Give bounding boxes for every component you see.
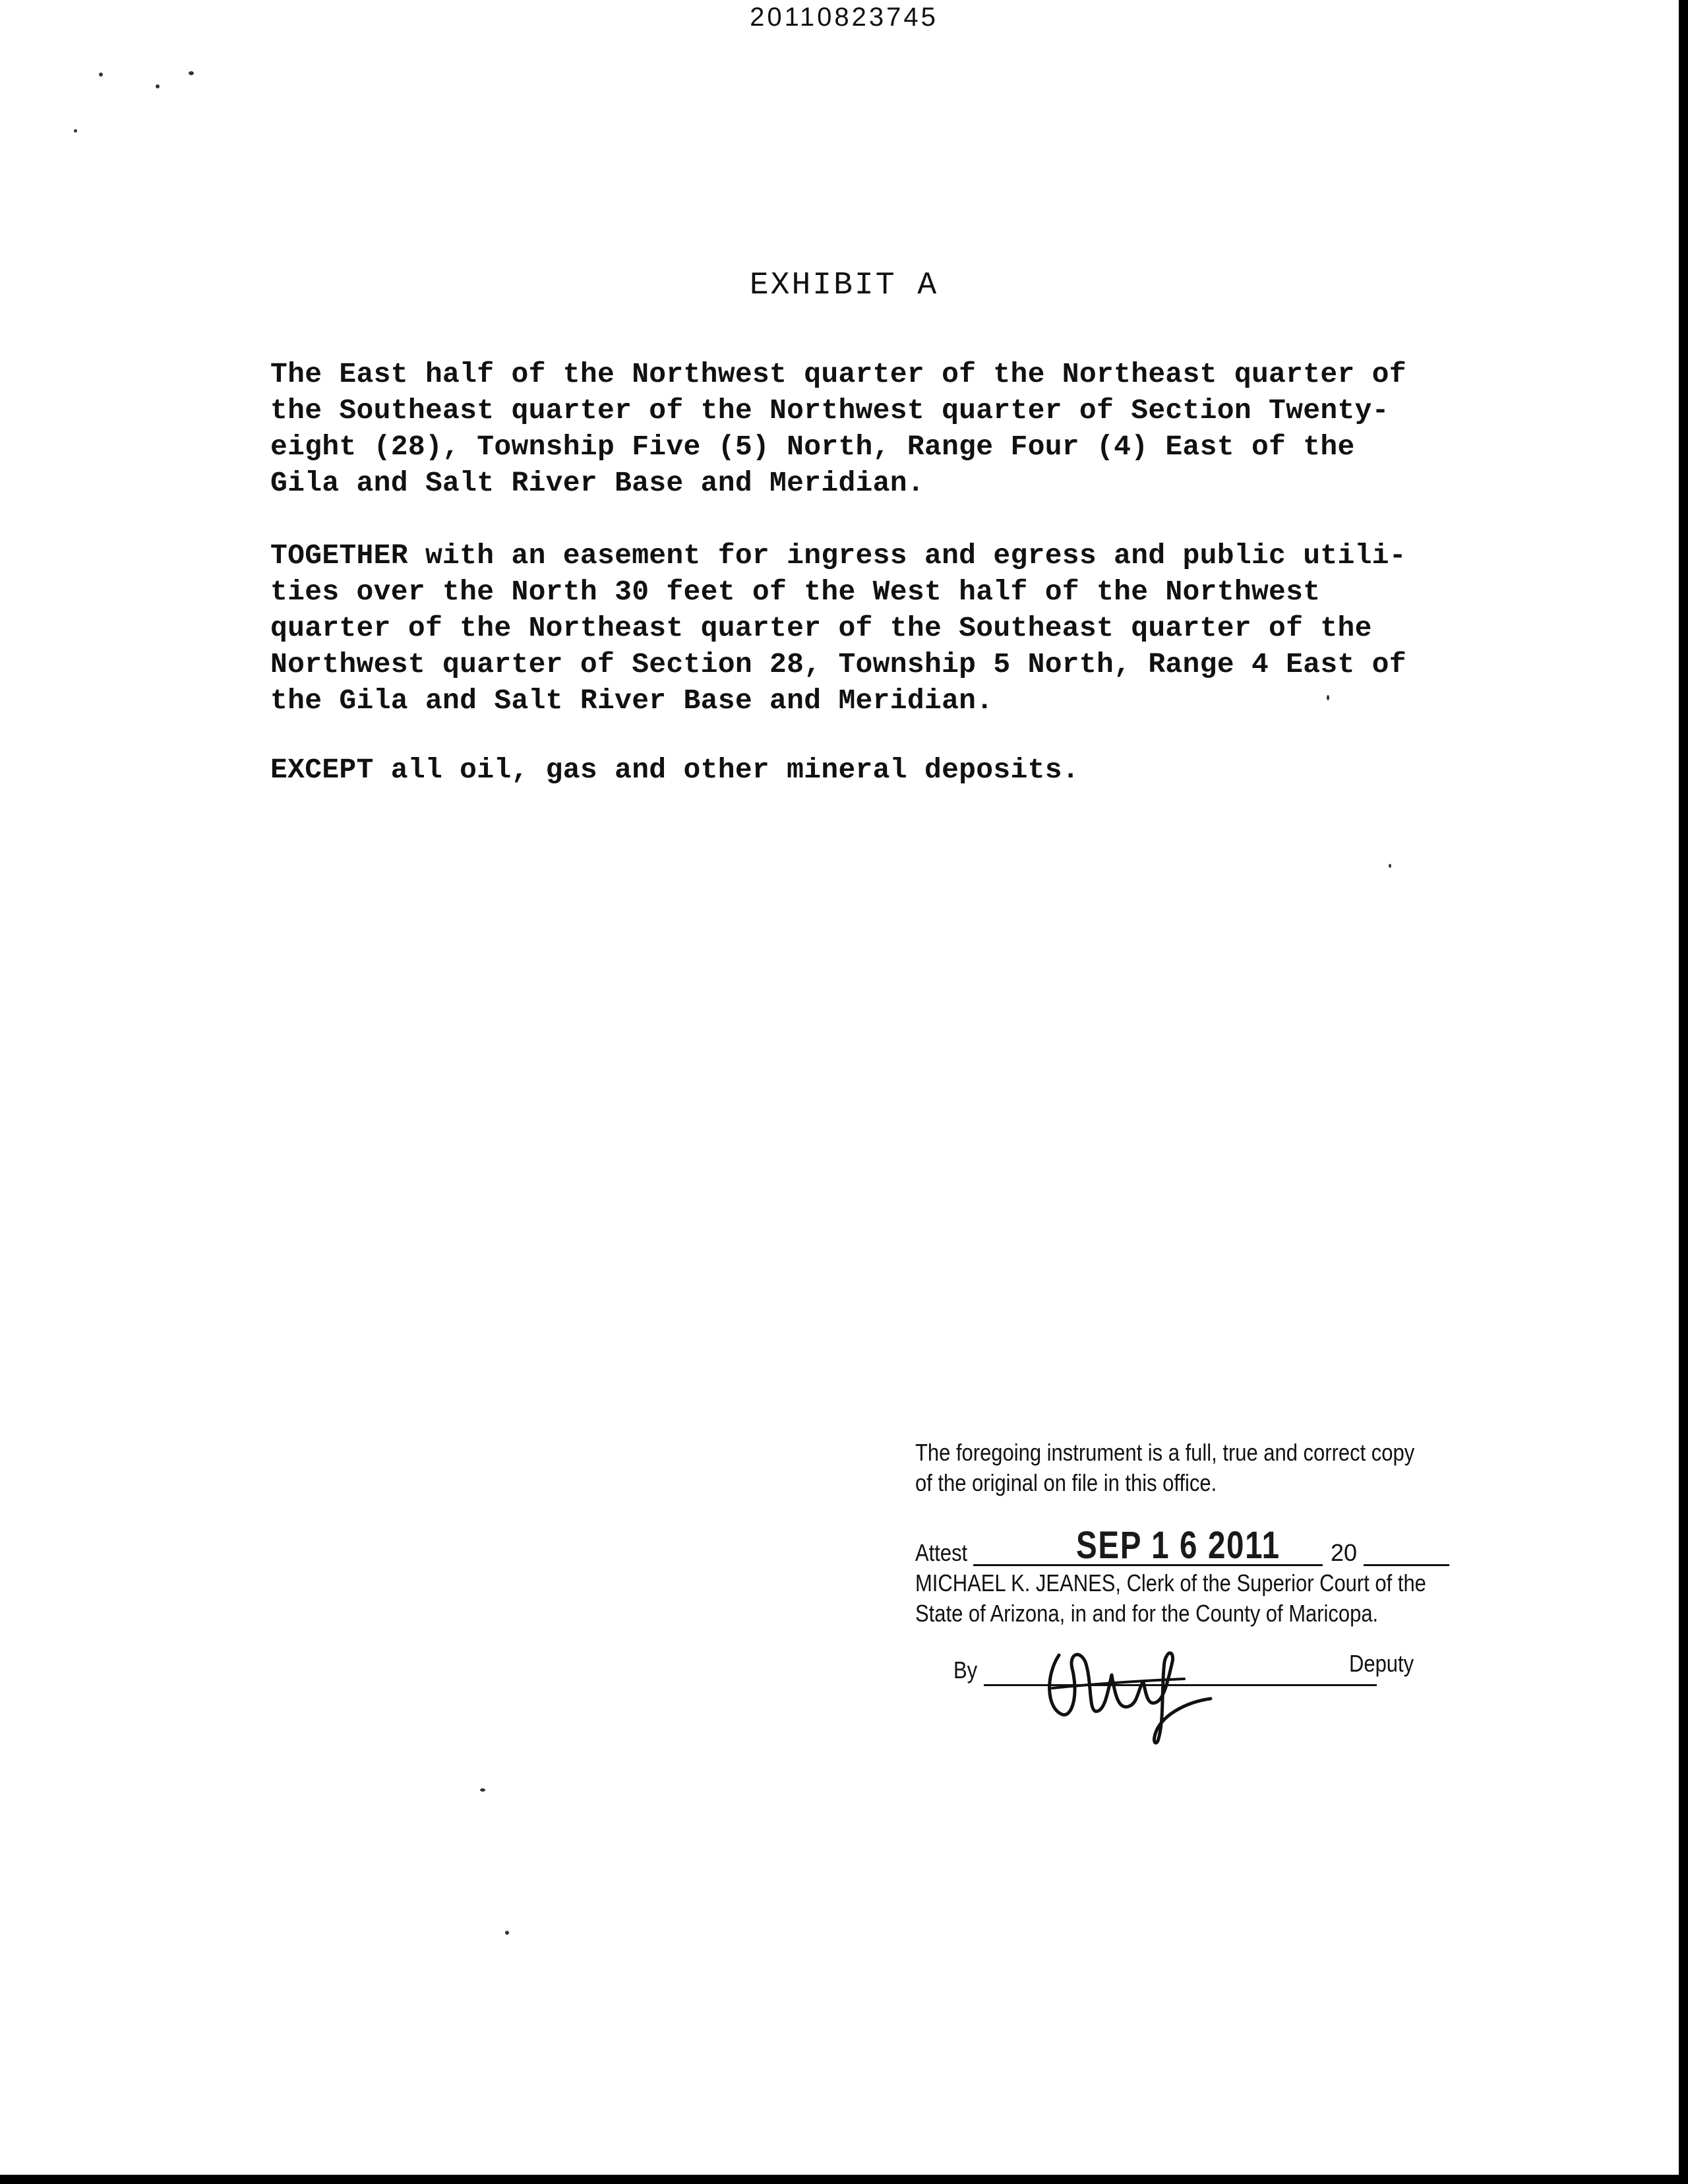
- scan-speck: [156, 84, 160, 88]
- certification-line: The foregoing instrument is a full, true and correct copy: [915, 1439, 1415, 1466]
- scan-speck: [99, 73, 103, 76]
- scan-speck: [480, 1788, 485, 1792]
- clerk-line: State of Arizona, in and for the County of Maricopa.: [915, 1600, 1379, 1627]
- attest-row: [915, 1523, 1509, 1569]
- scan-speck: [189, 71, 194, 75]
- text-line: ties over the North 30 feet of the West half of the Northwest: [270, 576, 1321, 608]
- exception-paragraph: [270, 752, 1523, 788]
- attest-label: Attest: [915, 1539, 968, 1566]
- scan-speck: [1327, 695, 1329, 700]
- easement-paragraph: [270, 537, 1523, 719]
- handwritten-signature: [1033, 1635, 1244, 1747]
- clerk-statement: [915, 1568, 1426, 1629]
- text-line: quarter of the Northeast quarter of the Southeast quarter of the: [270, 612, 1372, 644]
- scan-speck: [74, 129, 77, 133]
- clerk-line: MICHAEL K. JEANES, Clerk of the Superior Court of the: [915, 1569, 1426, 1596]
- signature-row: [953, 1649, 1428, 1734]
- document-number: 20110823745: [750, 3, 938, 32]
- text-line: Northwest quarter of Section 28, Township 5 North, Range 4 East of: [270, 648, 1406, 681]
- year-prefix: 20: [1331, 1539, 1358, 1566]
- scan-speck: [1389, 864, 1391, 868]
- text-line: the Southeast quarter of the Northwest quarter of Section Twenty-: [270, 394, 1389, 427]
- by-label: By: [953, 1656, 978, 1684]
- text-line: TOGETHER with an easement for ingress and egress and public utili-: [270, 539, 1406, 572]
- text-line: EXCEPT all oil, gas and other mineral deposits.: [270, 754, 1079, 786]
- text-line: eight (28), Township Five (5) North, Range Four (4) East of the: [270, 431, 1355, 463]
- attest-date-stamp: SEP 1 6 2011: [1076, 1524, 1281, 1567]
- scan-speck: [505, 1931, 509, 1935]
- text-line: The East half of the Northwest quarter of the Northeast quarter of: [270, 358, 1406, 390]
- exhibit-title: EXHIBIT A: [749, 268, 939, 303]
- text-line: the Gila and Salt River Base and Meridian.: [270, 684, 994, 717]
- certification-line: of the original on file in this office.: [915, 1469, 1217, 1496]
- certification-statement: [915, 1438, 1415, 1498]
- deputy-label: Deputy: [1349, 1650, 1414, 1677]
- text-line: Gila and Salt River Base and Meridian.: [270, 467, 924, 499]
- year-underline: [1364, 1564, 1449, 1566]
- legal-description-paragraph: [270, 356, 1523, 501]
